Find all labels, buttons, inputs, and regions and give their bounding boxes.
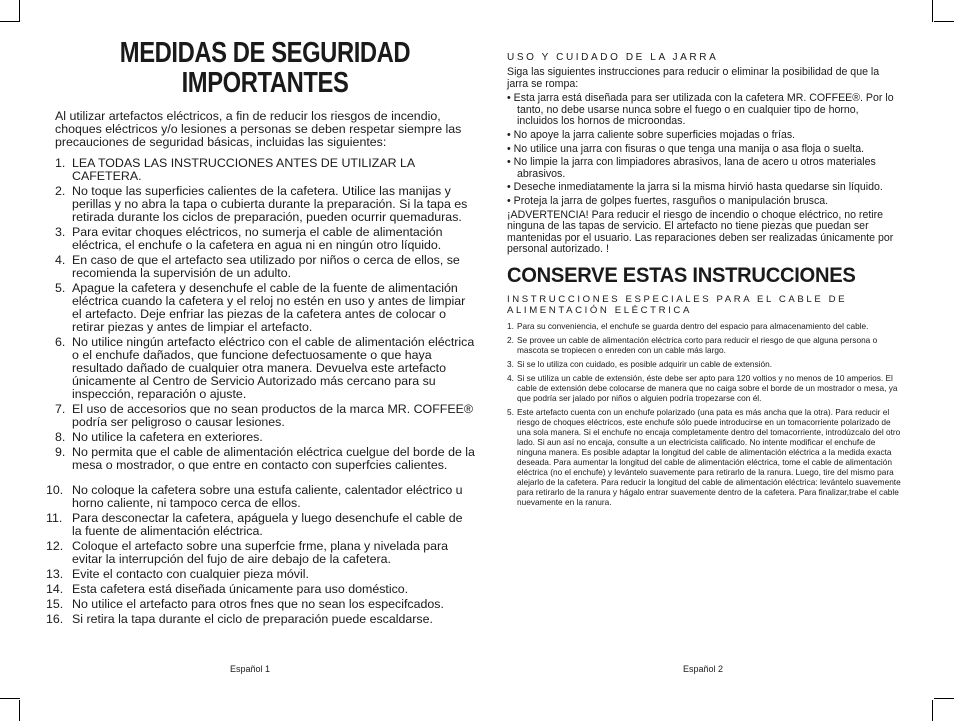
bullet-item: • No limpie la jarra con limpiadores abrasivos, lana de acero u otros materiales abrasivos.	[507, 156, 876, 180]
list-item-text: El uso de accesorios que no sean productos de la marca MR. COFFEE® podría ser peligroso o causar lesiones.	[72, 402, 473, 429]
cable-list-item	[507, 407, 902, 507]
list-item-number: 5.	[55, 281, 66, 295]
cable-list-item	[507, 373, 902, 403]
list-item	[55, 446, 475, 472]
crop-mark	[934, 698, 954, 699]
warning-paragraph: ¡ADVERTENCIA! Para reducir el riesgo de incendio o choque eléctrico, no retire ninguna de las tapas de servicio. El artefacto no tiene piezas que puedan ser mantenidas por el usuario. Las reparaciones deben ser realizadas únicamente por personal autorizado. !	[507, 208, 894, 256]
title-line-2: IMPORTANTES	[181, 67, 349, 99]
list-item	[46, 597, 475, 611]
list-item-number: 12.	[46, 539, 64, 553]
page-number-right: Español 2	[683, 664, 724, 674]
jar-heading: USO Y CUIDADO DE LA JARRA	[507, 52, 719, 63]
right-page	[507, 52, 902, 511]
bullet-item: • Proteja la jarra de golpes fuertes, rasguños o manipulación brusca.	[507, 194, 829, 207]
bullet-item: • No apoye la jarra caliente sobre superficies mojadas o frías.	[507, 128, 796, 141]
cable-item-text: Si se lo utiliza con cuidado, es posible adquirir un cable de extensión.	[517, 358, 773, 369]
list-item	[46, 567, 475, 581]
intro-paragraph: Al utilizar artefactos eléctricos, a fin de reducir los riesgos de incendio, choques eléctricos y/o lesiones a personas se deben respetar siempre las precauciones de seguridad básicas, incluidas las siguientes:	[55, 109, 462, 149]
left-page	[46, 37, 475, 628]
page-number-left: Español 1	[230, 664, 271, 674]
list-item-number: 2.	[55, 184, 66, 198]
crop-mark	[0, 21, 20, 22]
cable-list-item	[507, 359, 902, 369]
list-item-number: 15.	[46, 597, 64, 611]
cable-item-number: 3.	[507, 358, 514, 369]
cable-item-number: 2.	[507, 334, 514, 345]
list-item-number: 11.	[46, 511, 63, 525]
cable-item-text: Si se utiliza un cable de extensión, éste debe ser apto para 120 voltios y no menos de 10 amperios. El cable de extensión debe colocarse de manera que no caiga sobre el borde de un mostrador o mesa, ya que podría ser jalado por niños o alguien podría tropezarse con él.	[517, 372, 898, 403]
list-item	[46, 539, 475, 566]
list-item-text: Coloque el artefacto sobre una superfcie frme, plana y nivelada para evitar la interrupción del fujo de aire debajo de la cafetera.	[72, 539, 449, 566]
cable-list	[507, 321, 902, 507]
list-item-number: 16.	[46, 612, 64, 626]
list-item-text: No permita que el cable de alimentación eléctrica cuelgue del borde de la mesa o mostrador, o que entre en contacto con superfcies calientes.	[72, 445, 475, 472]
list-item-text: No utilice ningún artefacto eléctrico con el cable de alimentación eléctrica o el enchufe dañados, que funcione defectuosamente o que haya resultado dañado de cualquier otra manera. Devuelva este artefacto únicamente al Centro de Servicio Autorizado más cercano para su inspección, reparación o ajuste.	[72, 335, 475, 401]
list-item-text: LEA TODAS LAS INSTRUCCIONES ANTES DE UTILIZAR LA CAFETERA.	[72, 156, 415, 183]
list-item-text: En caso de que el artefacto sea utilizado por niños o cerca de ellos, se recomienda la supervisión de un adulto.	[72, 253, 460, 280]
list-item	[55, 403, 475, 429]
crop-mark	[19, 700, 20, 721]
safety-list	[46, 156, 475, 626]
list-item-text: No coloque la cafetera sobre una estufa caliente, calentador eléctrico u horno caliente, ni tampoco cerca de ellos.	[72, 483, 463, 510]
list-item-number: 3.	[55, 225, 66, 239]
bullet-item: • No utilice una jarra con fisuras o que tenga una manija o asa floja o suelta.	[507, 142, 865, 155]
bullet-item: • Esta jarra está diseñada para ser utilizada con la cafetera MR. COFFEE®. Por lo tanto, no debe usarse nunca sobre el fuego o en cualquier tipo de horno, incluidos los hornos de microondas.	[507, 92, 894, 128]
cable-item-text: Se provee un cable de alimentación eléctrica corto para reducir el riesgo de que alguna persona o mascota se tropiecen o enreden con un cable más largo.	[517, 334, 878, 355]
list-item	[55, 282, 475, 334]
cable-item-text: Este artefacto cuenta con un enchufe polarizado (una pata es más ancha que la otra). Para reducir el riesgo de choques eléctricos, este enchufe sólo puede introducirse en un tomacorriente polarizado de una sola manera. Si el enchufe no encaja completamente dentro del tomacorriente, introdúzcalo del otro lado. Si aun así no encaja, consulte a un electricista calificado. No intente modificar el enchufe de ninguna manera. Es posible adaptar la longitud del cable de alimentación eléctrica a la medida exacta deseada. Para aumentar la longitud del cable de alimentación eléctrica, tome el cable de alimentación eléctrica (no el enchufe) y levántelo suavemente para retirarlo de la ranura. Luego, tire del mismo para alejarlo de la cafetera. Para reducir la longitud del cable de alimentación eléctrica: levántelo suavemente para retirarlo de la ranura y hágalo entrar suavemente dentro de la cafetera. Para finalizar,trabe el cable nuevamente en la ranura.	[517, 406, 901, 507]
list-item	[46, 612, 475, 626]
list-item-number: 1.	[55, 156, 66, 170]
list-item-text: No utilice el artefacto para otros fnes que no sean los especifcados.	[72, 597, 444, 611]
cable-item-number: 4.	[507, 372, 514, 383]
crop-mark	[932, 0, 933, 22]
list-item	[55, 226, 475, 252]
cable-heading: INSTRUCCIONES ESPECIALES PARA EL CABLE DE ALIMENTACIÓN ELÉCTRICA	[507, 293, 848, 317]
list-item-text: Para evitar choques eléctricos, no sumerja el cable de alimentación eléctrica, el enchufe o la cafetera en agua ni en ningún otro líquido.	[72, 225, 443, 252]
cable-item-text: Para su conveniencia, el enchufe se guarda dentro del espacio para almacenamiento del cable.	[517, 320, 869, 331]
list-item	[55, 431, 475, 444]
list-item-number: 9.	[55, 445, 66, 459]
cable-list-item	[507, 335, 902, 355]
list-item	[55, 185, 475, 224]
cable-item-number: 5.	[507, 406, 514, 417]
list-item-number: 8.	[55, 430, 66, 444]
jar-intro: Siga las siguientes instrucciones para reducir o eliminar la posibilidad de que la jarra se rompa:	[507, 66, 880, 90]
list-item-text: No utilice la cafetera en exteriores.	[72, 430, 263, 444]
list-item	[46, 582, 475, 596]
cable-item-number: 1.	[507, 320, 514, 331]
cable-list-item	[507, 321, 902, 331]
list-item-text: Evite el contacto con cualquier pieza móvil.	[72, 567, 309, 581]
list-item-number: 13.	[46, 567, 64, 581]
bullet-item: • Deseche inmediatamente la jarra si la misma hirvió hasta quedarse sin líquido.	[507, 181, 883, 194]
list-item-text: Apague la cafetera y desenchufe el cable de la fuente de alimentación eléctrica cuando la cafetera y el reloj no estén en uso y antes de limpiar el artefacto. Deje enfriar las piezas de la cafetera antes de colocar o retirar piezas y antes de limpiar el artefacto.	[72, 281, 466, 334]
list-item-text: Esta cafetera está diseñada únicamente para uso doméstico.	[72, 582, 409, 596]
jar-bullets	[507, 93, 902, 207]
list-item-text: Si retira la tapa durante el ciclo de preparación puede escaldarse.	[72, 612, 433, 626]
list-item	[55, 157, 475, 183]
page-title	[93, 38, 437, 98]
list-item-number: 6.	[55, 335, 66, 349]
crop-mark	[932, 700, 933, 721]
list-item-text: Para desconectar la cafetera, apáguela y luego desenchufe el cable de la fuente de alimentación eléctrica.	[72, 511, 463, 538]
list-item	[55, 336, 475, 401]
conserve-heading: CONSERVE ESTAS INSTRUCCIONES	[507, 263, 856, 287]
list-item-number: 7.	[55, 402, 66, 416]
crop-mark	[19, 0, 20, 22]
list-item	[55, 254, 475, 280]
list-item-number: 4.	[55, 253, 66, 267]
crop-mark	[0, 698, 20, 699]
list-item-number: 14.	[46, 582, 64, 596]
list-item	[46, 483, 475, 510]
list-item-number: 10.	[46, 483, 64, 497]
list-item	[46, 511, 475, 538]
list-item-text: No toque las superficies calientes de la cafetera. Utilice las manijas y perillas y no abra la tapa o cubierta durante la preparación. Si la tapa es retirada durante los ciclos de preparación, pueden ocurrir quemaduras.	[72, 184, 468, 224]
title-line-1: MEDIDAS DE SEGURIDAD	[119, 37, 411, 69]
crop-mark	[934, 21, 954, 22]
